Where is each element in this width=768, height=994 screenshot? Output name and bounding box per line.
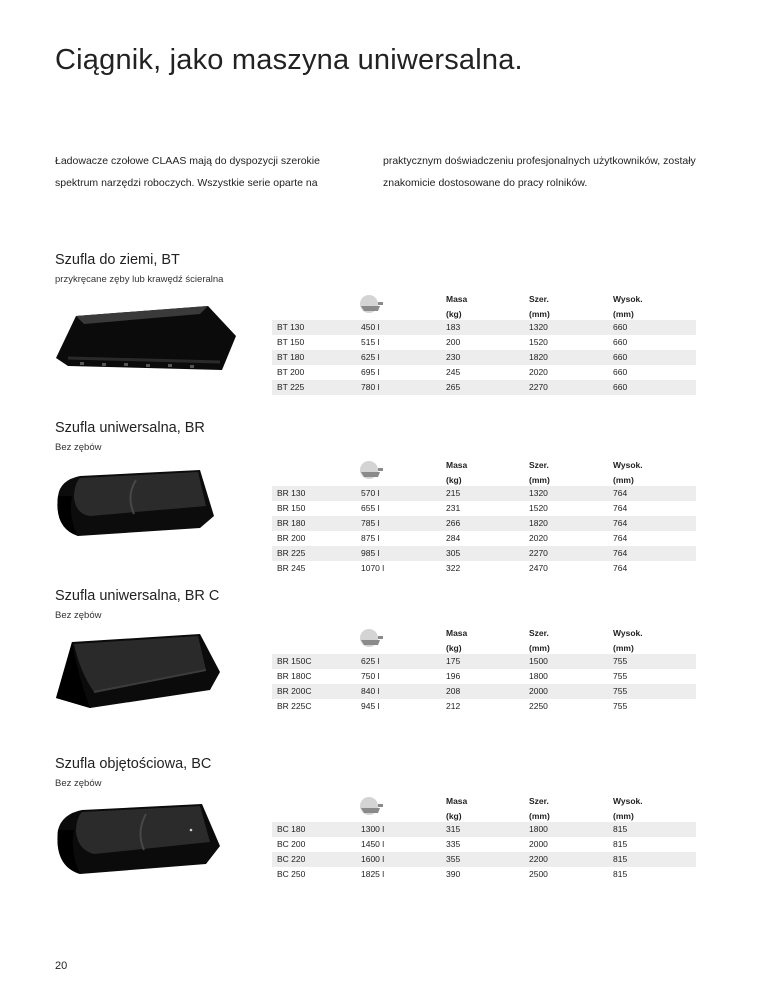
- section-title: Szufla do ziemi, BT: [55, 252, 180, 268]
- col-height-header: Wysok. (mm): [613, 294, 643, 319]
- table-row: BR 130 570 l 215 1320 764: [272, 486, 696, 501]
- table-row: BC 180 1300 l 315 1800 815: [272, 822, 696, 837]
- col-width-header: Szer. (mm): [529, 628, 550, 653]
- section-subtitle: Bez zębów: [55, 610, 102, 621]
- table-row: BC 220 1600 l 355 2200 815: [272, 852, 696, 867]
- col-width-header: Szer. (mm): [529, 796, 550, 821]
- bucket-volume-icon: [358, 460, 384, 480]
- spec-table: [272, 822, 696, 882]
- col-height-header: Wysok. (mm): [613, 796, 643, 821]
- intro-text-left: Ładowacze czołowe CLAAS mają do dyspozycji szerokie spektrum narzędzi roboczych. Wszystkie serie oparte na: [55, 155, 320, 189]
- section-subtitle: Bez zębów: [55, 442, 102, 453]
- table-row: BT 130 450 l 183 1320 660: [272, 320, 696, 335]
- bt-bucket-image: [50, 300, 240, 375]
- bucket-volume-icon: [358, 628, 384, 648]
- table-row: BR 180C 750 l 196 1800 755: [277, 671, 628, 681]
- table-row: BR 200 875 l 284 2020 764: [277, 533, 628, 543]
- col-width-header: Szer. (mm): [529, 460, 550, 485]
- table-row: BR 245 1070 l 322 2470 764: [277, 563, 628, 573]
- table-row: BT 200 695 l 245 2020 660: [277, 367, 628, 377]
- spec-table: [272, 654, 696, 714]
- page-number: 20: [55, 960, 68, 972]
- brc-bucket-image: [50, 632, 225, 712]
- table-row: BC 250 1825 l 390 2500 815: [277, 869, 628, 879]
- spec-table: [272, 320, 696, 395]
- bucket-volume-icon: [358, 796, 384, 816]
- col-width-header: Szer. (mm): [529, 294, 550, 319]
- bucket-volume-icon: [358, 294, 384, 314]
- col-mass-header: Masa (kg): [446, 294, 468, 319]
- section-title: Szufla objętościowa, BC: [55, 756, 212, 772]
- col-mass-header: Masa (kg): [446, 628, 468, 653]
- section-title: Szufla uniwersalna, BR: [55, 420, 205, 436]
- br-bucket-image: [50, 466, 220, 541]
- table-row: BT 225 780 l 265 2270 660: [272, 380, 696, 395]
- table-row: BT 180 625 l 230 1820 660: [272, 350, 696, 365]
- col-height-header: Wysok. (mm): [613, 628, 643, 653]
- section-title: Szufla uniwersalna, BR C: [55, 588, 220, 604]
- section-subtitle: Bez zębów: [55, 778, 102, 789]
- intro-text-right: praktycznym doświadczeniu profesjonalnych użytkowników, zostały znakomicie dostosowane do pracy rolników.: [383, 155, 696, 189]
- table-row: BC 200 1450 l 335 2000 815: [277, 839, 628, 849]
- table-row: BR 180 785 l 266 1820 764: [272, 516, 696, 531]
- col-mass-header: Masa (kg): [446, 796, 468, 821]
- bc-bucket-image: [50, 800, 225, 880]
- page-title: Ciągnik, jako maszyna uniwersalna.: [55, 44, 523, 76]
- table-row: BR 200C 840 l 208 2000 755: [272, 684, 696, 699]
- table-row: BT 150 515 l 200 1520 660: [277, 337, 628, 347]
- section-subtitle: przykręcane zęby lub krawędź ścieralna: [55, 274, 224, 285]
- spec-table: [272, 486, 696, 576]
- table-row: BR 225 985 l 305 2270 764: [272, 546, 696, 561]
- table-row: BR 150 655 l 231 1520 764: [277, 503, 628, 513]
- col-mass-header: Masa (kg): [446, 460, 468, 485]
- table-row: BR 225C 945 l 212 2250 755: [277, 701, 628, 711]
- table-row: BR 150C 625 l 175 1500 755: [272, 654, 696, 669]
- col-height-header: Wysok. (mm): [613, 460, 643, 485]
